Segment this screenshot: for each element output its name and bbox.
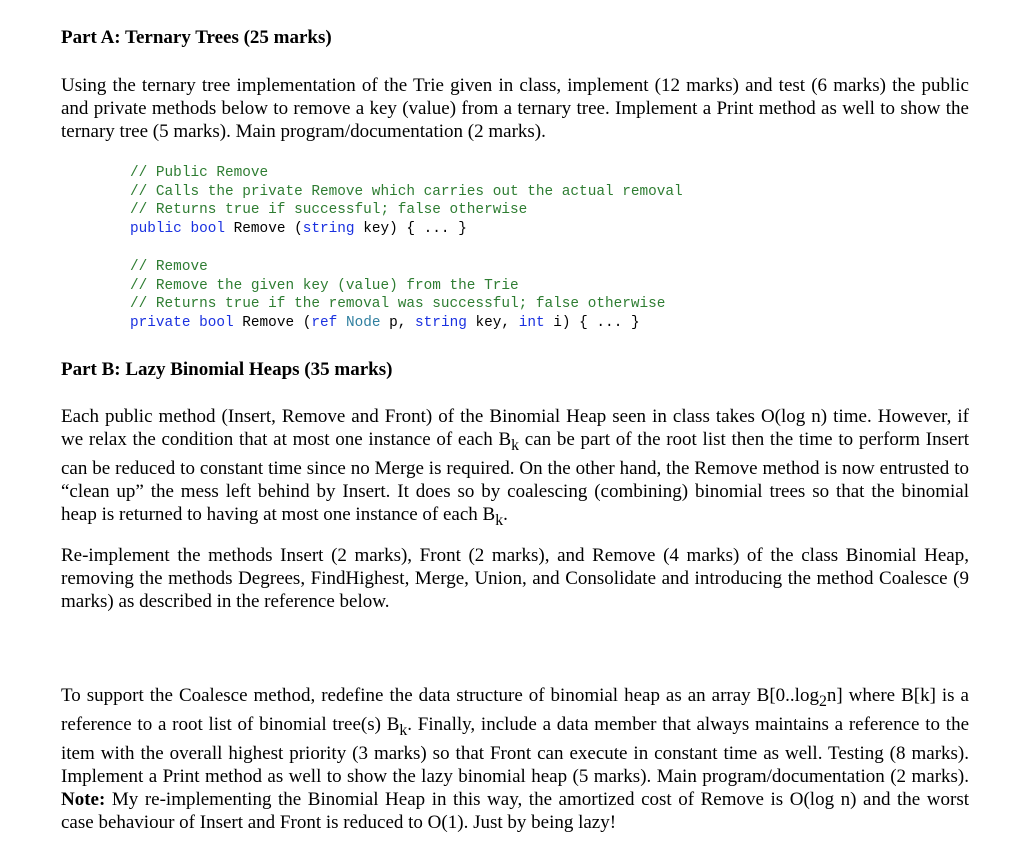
keyword-string: string [302,221,355,238]
text-run: n] where B[k] is a reference to a root list of binomial tree(s) B [61,685,969,735]
keyword-public: public [130,221,182,238]
part-b-paragraph-1 [61,405,969,532]
code-comment: // Remove the given key (value) from the Trie [130,277,519,294]
subscript-k: k [511,436,520,454]
private-remove-signature [130,314,665,333]
keyword-private: private [130,315,191,332]
method-name: Remove ( [225,221,303,238]
keyword-bool: bool [190,221,226,238]
private-remove-code-block [130,258,665,333]
keyword-ref: ref [311,315,338,332]
text-run: . Finally, include a data member that always maintains a reference to the item with the overall highest priority (3 marks) so that Front can execute in constant time as well. Testing (8 marks). Implement a Print method as well to show the lazy binomial heap (5 marks). Main program/documentation (2 marks). [61,713,969,787]
signature-rest: key) { ... } [354,221,467,238]
subscript-k: k [495,511,504,529]
code-comment: // Remove [130,259,208,275]
code-comment: // Returns true if the removal was successful; false otherwise [130,296,666,313]
text-run: To support the Coalesce method, redefine the data structure of binomial heap as an array B[0..log [61,685,819,706]
code-comment: // Public Remove [130,165,269,181]
param-key: key, [466,315,519,332]
subscript-2: 2 [818,692,827,710]
public-remove-code-block [130,164,683,239]
text-run: can be part of the root list then the time to perform Insert can be reduced to constant time since no Merge is required. On the other hand, the Remove method is now entrusted to “clean up” the mess left behind by Insert. It does so by coalescing (combining) binomial trees so that the binomial heap is returned to having at most one instance of each B [61,429,969,525]
note-label: Note: [61,788,106,810]
code-comment: // Calls the private Remove which carries out the actual removal [130,183,683,200]
part-b-paragraph-2: Re-implement the methods Insert (2 marks), Front (2 marks), and Remove (4 marks) of the class Binomial Heap, removing the methods Degrees, FindHighest, Merge, Union, and Consolidate and introducing the method Coalesce (9 marks) as described in the reference below. [61,545,969,612]
public-remove-signature [130,220,683,239]
keyword-bool: bool [199,315,234,332]
text-run: Each public method (Insert, Remove and Front) of the Binomial Heap seen in class takes O(log n) time. However, if we relax the condition that at most one instance of each B [61,406,969,450]
text-run: My re-implementing the Binomial Heap in this way, the amortized cost of Remove is O(log n) and the worst case behaviour of Insert and Front is reduced to O(1). Just by being lazy! [61,788,969,833]
keyword-int: int [518,315,545,332]
param-p: p, [380,315,416,332]
keyword-string: string [415,315,467,332]
method-name: Remove ( [233,315,312,332]
code-comment: // Returns true if successful; false otherwise [130,202,528,219]
subscript-k: k [399,721,408,739]
part-a-paragraph: Using the ternary tree implementation of the Trie given in class, implement (12 marks) and test (6 marks) the public and private methods below to remove a key (value) from a ternary tree. Implement a Print method as well to show the ternary tree (5 marks). Main program/documentation (2 marks). [61,75,969,142]
text-run: . [503,503,508,525]
part-b-heading: Part B: Lazy Binomial Heaps (35 marks) [61,359,393,380]
type-node: Node [345,315,381,332]
part-b-paragraph-3 [61,684,969,834]
part-a-heading: Part A: Ternary Trees (25 marks) [61,27,332,48]
signature-rest: i) { ... } [544,315,640,332]
